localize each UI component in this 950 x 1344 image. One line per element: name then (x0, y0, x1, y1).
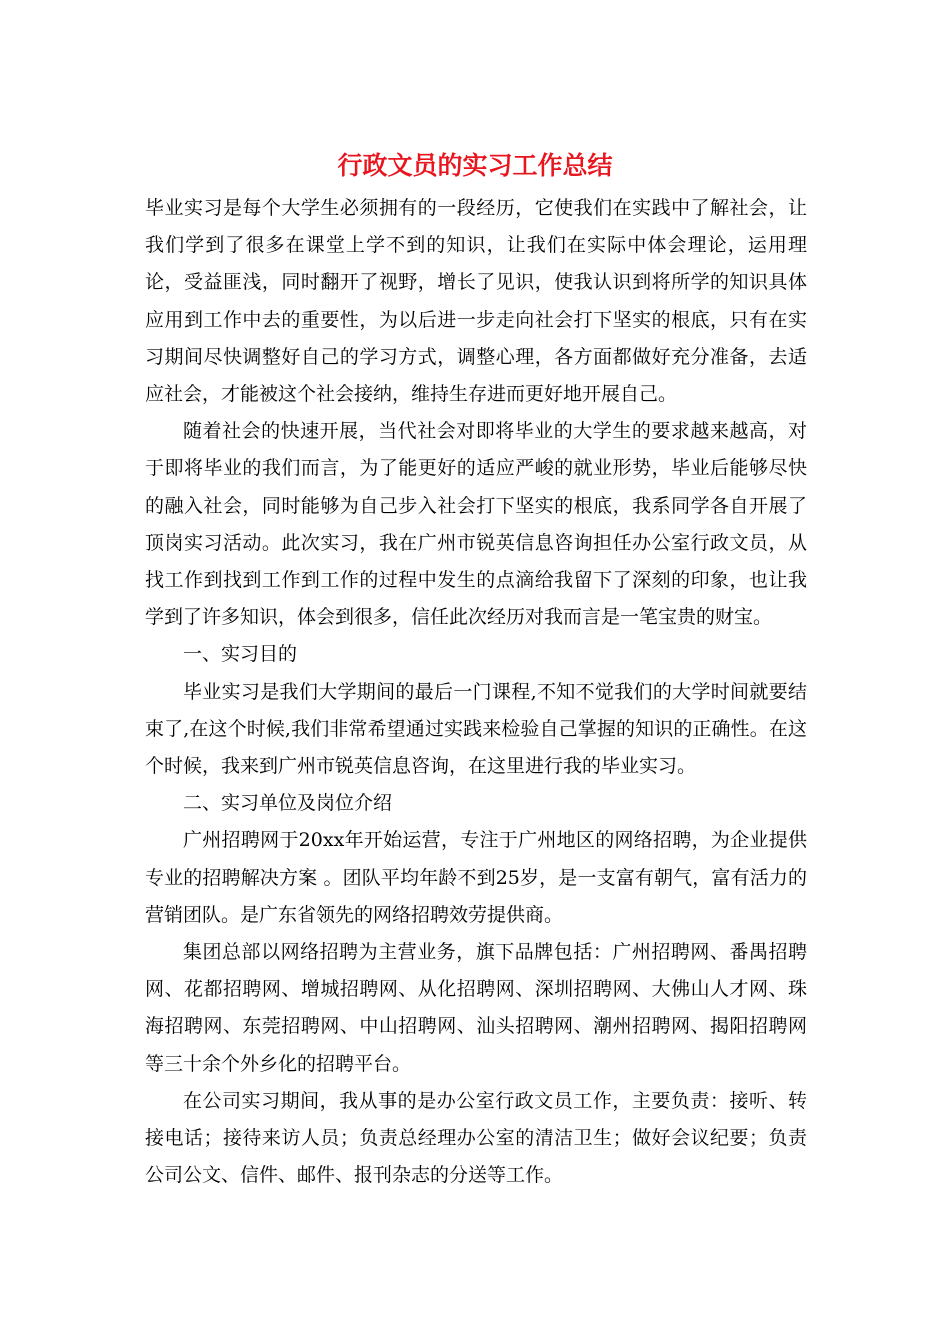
paragraph-purpose: 毕业实习是我们大学期间的最后一门课程,不知不觉我们的大学时间就要结束了,在这个时候,我们非常希望通过实践来检验自己掌握的知识的正确性。在这个时候，我来到广州市锐英信息咨询，在这里进行我的毕业实习。 (145, 680, 807, 778)
document-body (145, 190, 807, 1194)
paragraph-background: 随着社会的快速开展，当代社会对即将毕业的大学生的要求越来越高，对于即将毕业的我们而言，为了能更好的适应严峻的就业形势，毕业后能够尽快的融入社会，同时能够为自己步入社会打下坚实的根底，我系同学各自开展了顶岗实习活动。此次实习，我在广州市锐英信息咨询担任办公室行政文员，从找工作到找到工作到工作的过程中发生的点滴给我留下了深刻的印象，也让我学到了许多知识，体会到很多，信任此次经历对我而言是一笔宝贵的财宝。 (145, 420, 807, 629)
document-title: 行政文员的实习工作总结 (337, 151, 613, 180)
paragraph-company-brands: 集团总部以网络招聘为主营业务，旗下品牌包括：广州招聘网、番禺招聘网、花都招聘网、增城招聘网、从化招聘网、深圳招聘网、大佛山人才网、珠海招聘网、东莞招聘网、中山招聘网、汕头招聘网、潮州招聘网、揭阳招聘网等三十余个外乡化的招聘平台。 (145, 941, 807, 1075)
section-heading-company: 二、实习单位及岗位介绍 (183, 792, 393, 815)
paragraph-job-duties: 在公司实习期间，我从事的是办公室行政文员工作，主要负责：接听、转接电话；接待来访人员；负责总经理办公室的清洁卫生；做好会议纪要；负责公司公文、信件、邮件、报刊杂志的分送等工作。 (145, 1089, 807, 1187)
paragraph-company-intro: 广州招聘网于20xx年开始运营，专注于广州地区的网络招聘，为企业提供专业的招聘解决方案 。团队平均年龄不到25岁，是一支富有朝气，富有活力的营销团队。是广东省领先的网络招聘效劳提供商。 (145, 829, 807, 926)
paragraph-intro: 毕业实习是每个大学生必须拥有的一段经历，它使我们在实践中了解社会，让我们学到了很多在课堂上学不到的知识，让我们在实际中体会理论，运用理论，受益匪浅，同时翻开了视野，增长了见识，使我认识到将所学的知识具体应用到工作中去的重要性，为以后进一步走向社会打下坚实的根底，只有在实习期间尽快调整好自己的学习方式，调整心理，各方面都做好充分准备，去适应社会，才能被这个社会接纳，维持生存进而更好地开展自己。 (145, 197, 807, 406)
section-heading-purpose: 一、实习目的 (183, 643, 298, 666)
